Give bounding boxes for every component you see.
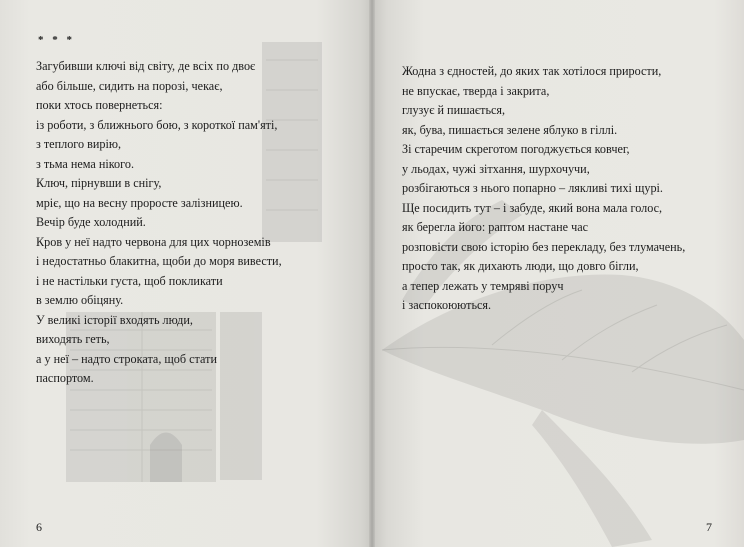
poem-line: і заспокоюються. [402,298,492,312]
section-mark: * * * [38,34,75,46]
poem-line: виходять геть, [36,332,110,346]
poem-line: у льодах, чужі зітхання, шурхочучи, [402,161,590,176]
poem-line: не впускає, тверда і закрита, [402,83,550,98]
poem-line: як, бува, пишається зелене яблуко в гіллі. [402,122,618,137]
poem-line: паспортом. [36,371,94,385]
poem-line: і недостатньо блакитна, щоби до моря вивести, [36,254,282,268]
poem-line: просто так, як дихають люди, що довго бігли, [402,259,639,273]
poem-left-text [36,57,282,389]
poem-line: Зі старечим скреготом погоджується ковчег, [402,142,630,156]
poem-line: Ключ, пірнувши в снігу, [36,176,162,190]
book-gutter [369,0,375,547]
poem-line: глузує й пишається, [402,103,506,117]
poem-line: а тепер лежать у темряві поруч [402,278,564,293]
poem-line: а у неї – надто строката, щоб стати [36,351,217,366]
poem-line: з тьма нема нікого. [36,156,134,171]
page-number-left: 6 [36,520,42,534]
poem-line: і не настільки густа, щоб покликати [36,273,223,288]
poem-right-text [402,62,685,316]
poem-line: розбігаються з нього попарно – лякливі тихі щурі. [402,181,663,195]
poem-line: в землю обіцяну. [36,293,124,307]
poem-line: Кров у неї надто червона для цих чорноземів [36,234,271,249]
poem-line: як берегла його: раптом настане час [402,220,589,234]
poem-line: Ще посидить тут – і забуде, який вона мала голос, [402,200,663,215]
poem-line: розповісти свою історію без перекладу, без тлумачень, [402,239,686,254]
poem-line: Жодна з єдностей, до яких так хотілося прирости, [402,64,662,78]
poem-line: поки хтось повернеться: [36,98,163,112]
poem-line: мріє, що на весну проросте залізницею. [36,195,243,210]
poem-line: У великі історії входять люди, [36,312,193,327]
poem-line: Вечір буде холодний. [36,215,146,229]
poem-line: Загубивши ключі від світу, де всіх по двоє [36,59,256,73]
poem-line: або більше, сидить на порозі, чекає, [36,78,223,93]
page-number-right: 7 [706,520,712,534]
poem-line: із роботи, з ближнього бою, з короткої пам'яті, [36,117,278,132]
right-page [372,0,744,547]
poem-line: з теплого вирію, [36,137,122,151]
